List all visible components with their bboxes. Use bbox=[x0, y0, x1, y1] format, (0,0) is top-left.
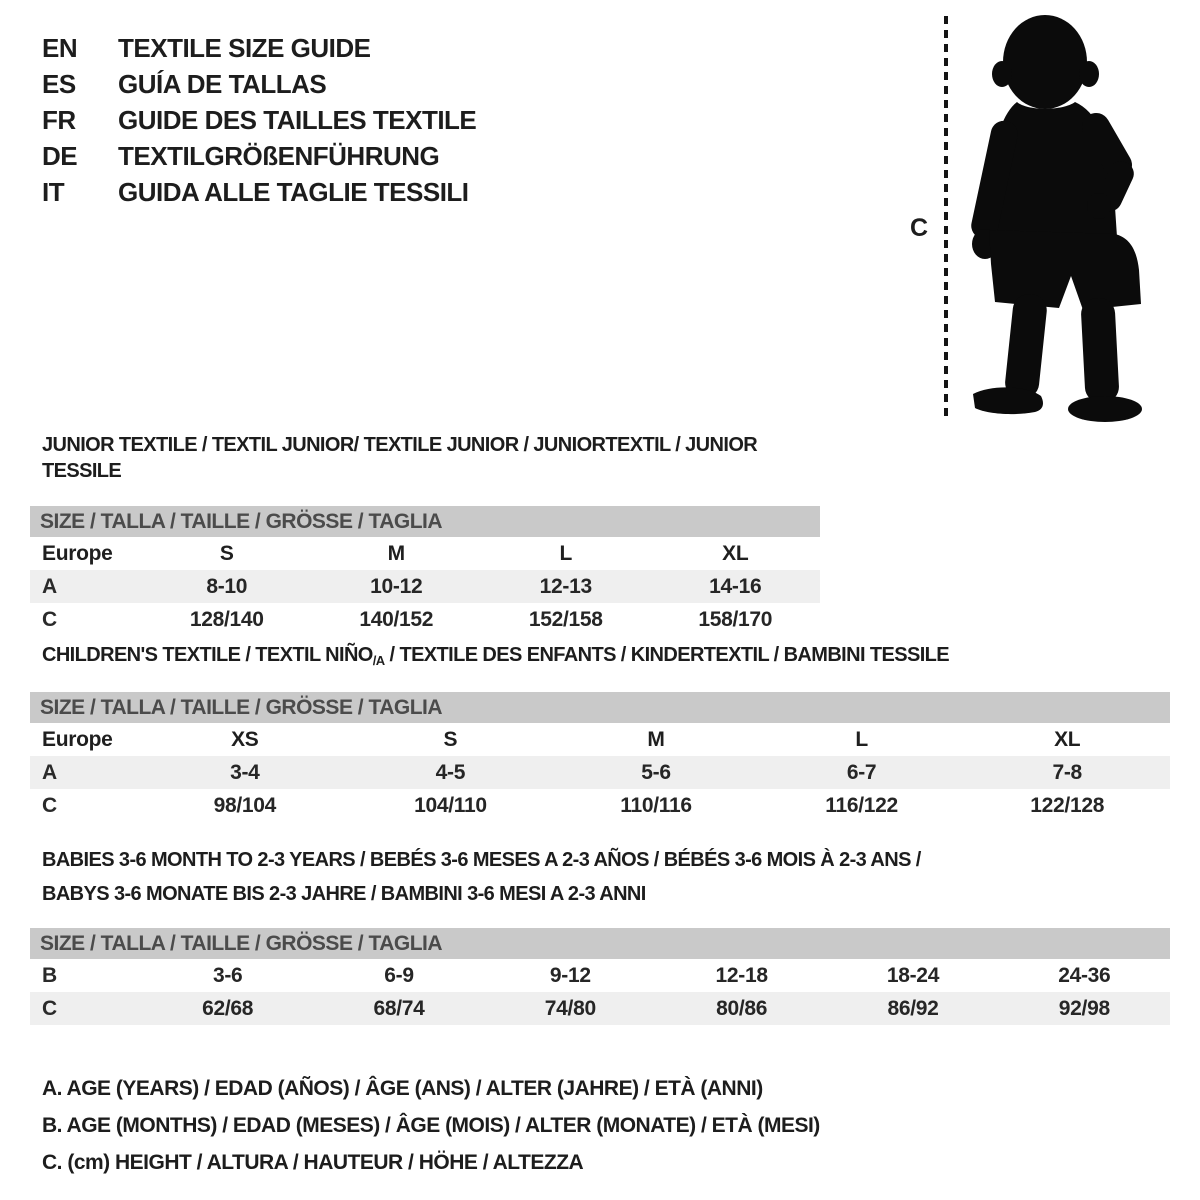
language-row bbox=[42, 174, 476, 210]
table-cell: 24-36 bbox=[1058, 963, 1111, 987]
table-cell: 5-6 bbox=[641, 760, 671, 784]
size-table-babies bbox=[30, 959, 1170, 1025]
language-title: GUIDA ALLE TAGLIE TESSILI bbox=[118, 176, 469, 207]
size-header-bar: SIZE / TALLA / TAILLE / GRÖSSE / TAGLIA bbox=[30, 506, 820, 537]
table-cell: 122/128 bbox=[1030, 793, 1105, 817]
row-label: A bbox=[42, 574, 57, 598]
section-heading bbox=[30, 432, 820, 484]
language-title: TEXTILGRÖßENFÜHRUNG bbox=[118, 140, 440, 171]
table-cell: 92/98 bbox=[1058, 996, 1110, 1020]
measure-label-c: C bbox=[910, 214, 929, 242]
table-row bbox=[30, 570, 820, 603]
heading-text: BABYS 3-6 MONATE BIS 2-3 JAHRE / BAMBINI 3-6 MESI A 2-3 ANNI bbox=[42, 883, 646, 905]
section-heading-line bbox=[42, 877, 1170, 911]
legend-line: C. (cm) HEIGHT / ALTURA / HAUTEUR / HÖHE / ALTEZZA bbox=[42, 1151, 584, 1174]
language-title: GUIDE DES TAILLES TEXTILE bbox=[118, 104, 477, 135]
table-row bbox=[30, 959, 1170, 992]
table-header-cell: Europe bbox=[42, 541, 113, 565]
section-heading bbox=[30, 642, 1170, 674]
section-babies-textile bbox=[30, 843, 1170, 1025]
heading-text: CHILDREN'S TEXTILE / TEXTIL NIÑO bbox=[42, 644, 373, 666]
language-code: IT bbox=[42, 176, 65, 207]
table-row bbox=[30, 789, 1170, 822]
heading-text: / TEXTILE DES ENFANTS / KINDERTEXTIL / BAMBINI TESSILE bbox=[384, 644, 950, 666]
table-header-row bbox=[30, 723, 1170, 756]
language-code: FR bbox=[42, 104, 76, 135]
legend-line: A. AGE (YEARS) / EDAD (AÑOS) / ÂGE (ANS) / ALTER (JAHRE) / ETÀ (ANNI) bbox=[42, 1077, 763, 1100]
height-measure-line bbox=[944, 16, 948, 418]
table-header-cell: S bbox=[219, 541, 234, 565]
table-header-cell: M bbox=[387, 541, 405, 565]
language-code: DE bbox=[42, 140, 78, 171]
language-block bbox=[42, 30, 476, 210]
table-row bbox=[30, 603, 820, 636]
table-cell: 140/152 bbox=[359, 607, 434, 631]
language-row bbox=[42, 66, 476, 102]
table-header-cell: XS bbox=[231, 727, 259, 751]
table-cell: 98/104 bbox=[213, 793, 277, 817]
row-label: C bbox=[42, 793, 57, 817]
table-cell: 86/92 bbox=[887, 996, 939, 1020]
row-label: C bbox=[42, 607, 57, 631]
table-cell: 110/116 bbox=[620, 793, 692, 817]
language-title: GUÍA DE TALLAS bbox=[118, 68, 327, 99]
language-code: EN bbox=[42, 32, 78, 63]
language-code: ES bbox=[42, 68, 76, 99]
size-table-children bbox=[30, 723, 1170, 822]
table-cell: 10-12 bbox=[370, 574, 423, 598]
table-cell: 12-13 bbox=[539, 574, 592, 598]
table-header-cell: S bbox=[443, 727, 458, 751]
table-header-cell: L bbox=[559, 541, 573, 565]
size-table-junior bbox=[30, 537, 820, 636]
row-label: B bbox=[42, 963, 57, 987]
table-cell: 12-18 bbox=[715, 963, 768, 987]
toddler-silhouette-icon bbox=[965, 12, 1145, 422]
table-header-cell: Europe bbox=[42, 727, 113, 751]
language-row bbox=[42, 138, 476, 174]
table-header-cell: M bbox=[647, 727, 665, 751]
table-cell: 152/158 bbox=[528, 607, 603, 631]
table-cell: 14-16 bbox=[709, 574, 762, 598]
table-cell: 18-24 bbox=[886, 963, 940, 987]
table-row bbox=[30, 756, 1170, 789]
table-cell: 128/140 bbox=[189, 607, 264, 631]
table-cell: 6-9 bbox=[384, 963, 414, 987]
table-header-cell: XL bbox=[722, 541, 749, 565]
table-cell: 3-6 bbox=[212, 963, 243, 987]
heading-text: BABIES 3-6 MONTH TO 2-3 YEARS / BEBÉS 3-6 MESES A 2-3 AÑOS / BÉBÉS 3-6 MOIS À 2-3 ANS / bbox=[42, 849, 921, 871]
table-row bbox=[30, 992, 1170, 1025]
row-label: C bbox=[42, 996, 57, 1020]
language-title: TEXTILE SIZE GUIDE bbox=[118, 32, 371, 63]
legend bbox=[42, 1070, 820, 1181]
language-row bbox=[42, 30, 476, 66]
table-cell: 4-5 bbox=[435, 760, 466, 784]
heading-text: /A bbox=[372, 653, 385, 668]
size-header-bar: SIZE / TALLA / TAILLE / GRÖSSE / TAGLIA bbox=[30, 928, 1170, 959]
table-header-cell: L bbox=[855, 727, 868, 751]
section-heading-line bbox=[42, 432, 820, 484]
section-heading bbox=[30, 843, 1170, 911]
legend-line: B. AGE (MONTHS) / EDAD (MESES) / ÂGE (MOIS) / ALTER (MONATE) / ETÀ (MESI) bbox=[42, 1114, 820, 1137]
table-cell: 9-12 bbox=[549, 963, 591, 987]
language-row bbox=[42, 102, 476, 138]
section-heading-line bbox=[42, 843, 1170, 877]
table-cell: 7-8 bbox=[1052, 760, 1082, 784]
table-cell: 116/122 bbox=[825, 793, 898, 817]
table-cell: 62/68 bbox=[202, 996, 254, 1020]
table-cell: 158/170 bbox=[698, 607, 773, 631]
section-heading-line bbox=[42, 642, 1170, 674]
table-cell: 104/110 bbox=[414, 793, 487, 817]
heading-text: JUNIOR TEXTILE / TEXTIL JUNIOR/ TEXTILE JUNIOR / JUNIORTEXTIL / JUNIOR TESSILE bbox=[42, 434, 758, 482]
table-cell: 3-4 bbox=[230, 760, 260, 784]
table-header-cell: XL bbox=[1054, 727, 1081, 751]
section-junior-textile bbox=[30, 432, 820, 636]
row-label: A bbox=[42, 760, 57, 784]
table-cell: 68/74 bbox=[373, 996, 425, 1020]
table-cell: 80/86 bbox=[716, 996, 768, 1020]
section-childrens-textile bbox=[30, 642, 1170, 822]
size-header-bar: SIZE / TALLA / TAILLE / GRÖSSE / TAGLIA bbox=[30, 692, 1170, 723]
table-cell: 74/80 bbox=[544, 996, 596, 1020]
table-cell: 8-10 bbox=[206, 574, 248, 598]
table-cell: 6-7 bbox=[846, 760, 877, 784]
table-header-row bbox=[30, 537, 820, 570]
